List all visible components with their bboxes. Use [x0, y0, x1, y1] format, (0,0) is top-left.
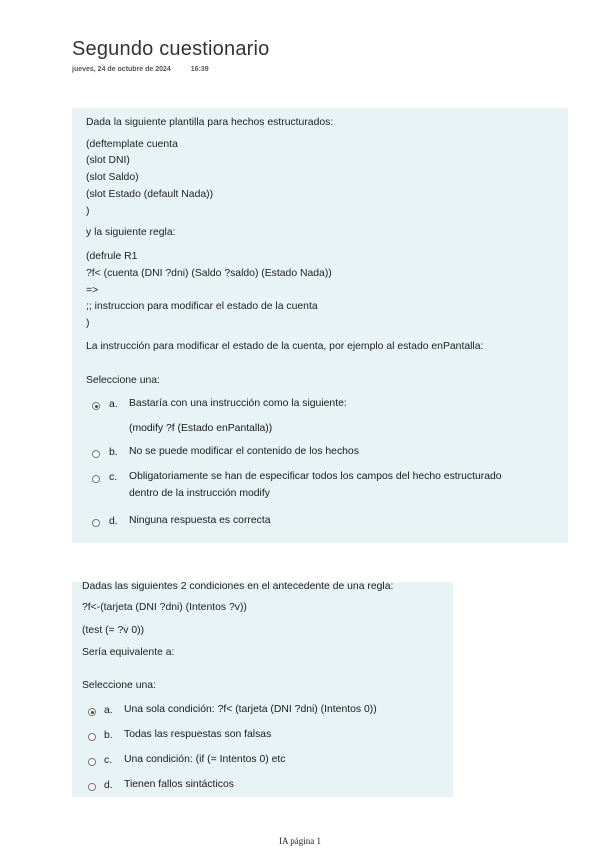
page-meta [72, 66, 209, 73]
q1-select-label: Seleccione una: [86, 375, 160, 386]
radio-icon[interactable] [88, 758, 96, 766]
page-time: 16:39 [190, 66, 209, 73]
option-letter: c. [109, 472, 118, 483]
q1-prompt-line: y la siguiente regla: [86, 227, 176, 238]
option-text: dentro de la instrucción modify [129, 488, 270, 499]
option-text: (modify ?f (Estado enPantalla)) [129, 423, 273, 434]
q1-code-line: ) [86, 318, 90, 329]
radio-icon[interactable] [88, 783, 96, 791]
q1-code-line: => [86, 285, 99, 296]
option-letter: d. [104, 780, 113, 791]
q2-code-line: ?f<-(tarjeta (DNI ?dni) (Intentos ?v)) [82, 602, 247, 613]
q1-code-line: (deftemplate cuenta [86, 139, 178, 150]
radio-icon[interactable] [88, 733, 96, 741]
option-letter: d. [109, 516, 118, 527]
radio-icon[interactable] [92, 519, 100, 527]
radio-selected-icon[interactable] [92, 402, 100, 410]
radio-icon[interactable] [92, 450, 100, 458]
option-text: Obligatoriamente se han de especificar todos los campos del hecho estructurado [129, 471, 502, 482]
question-2-card [72, 582, 453, 797]
option-text: Todas las respuestas son falsas [124, 729, 272, 740]
q2-code-line: (test (= ?v 0)) [82, 625, 145, 636]
q1-code-line: (slot Estado (default Nada)) [86, 189, 214, 200]
q2-prompt-line: Dadas las siguientes 2 condiciones en el antecedente de una regla: [82, 581, 394, 592]
q2-question-text: Sería equivalente a: [82, 647, 175, 658]
q1-code-line: (slot DNI) [86, 155, 130, 166]
page-date: jueves, 24 de octubre de 2024 [72, 66, 171, 73]
page-title: Segundo cuestionario [72, 38, 270, 60]
option-text: No se puede modificar el contenido de los hechos [129, 446, 359, 457]
option-text: Tienen fallos sintácticos [124, 779, 234, 790]
option-text: Ninguna respuesta es correcta [129, 515, 271, 526]
question-1-card [72, 108, 568, 543]
q1-code-line: (slot Saldo) [86, 172, 139, 183]
q1-question-text: La instrucción para modificar el estado de la cuenta, por ejemplo al estado enPantalla: [86, 341, 484, 352]
option-text: Bastaría con una instrucción como la siguiente: [129, 398, 347, 409]
q1-code-line: ?f< (cuenta (DNI ?dni) (Saldo ?saldo) (Estado Nada)) [86, 268, 332, 279]
q2-select-label: Seleccione una: [82, 680, 156, 691]
radio-icon[interactable] [92, 475, 100, 483]
q1-code-line: ;; instruccion para modificar el estado de la cuenta [86, 301, 318, 312]
option-text: Una sola condición: ?f< (tarjeta (DNI ?dni) (Intentos 0)) [124, 704, 377, 715]
option-letter: a. [109, 399, 118, 410]
page-footer: IA página 1 [279, 836, 321, 846]
q1-code-line: ) [86, 206, 90, 217]
option-letter: b. [109, 447, 118, 458]
q1-code-line: (defrule R1 [86, 251, 138, 262]
radio-selected-icon[interactable] [88, 708, 96, 716]
q1-prompt-line: Dada la siguiente plantilla para hechos estructurados: [86, 117, 334, 128]
option-letter: c. [104, 755, 113, 766]
option-letter: b. [104, 730, 113, 741]
option-letter: a. [104, 705, 113, 716]
option-text: Una condición: (if (= Intentos 0) etc [124, 754, 286, 765]
